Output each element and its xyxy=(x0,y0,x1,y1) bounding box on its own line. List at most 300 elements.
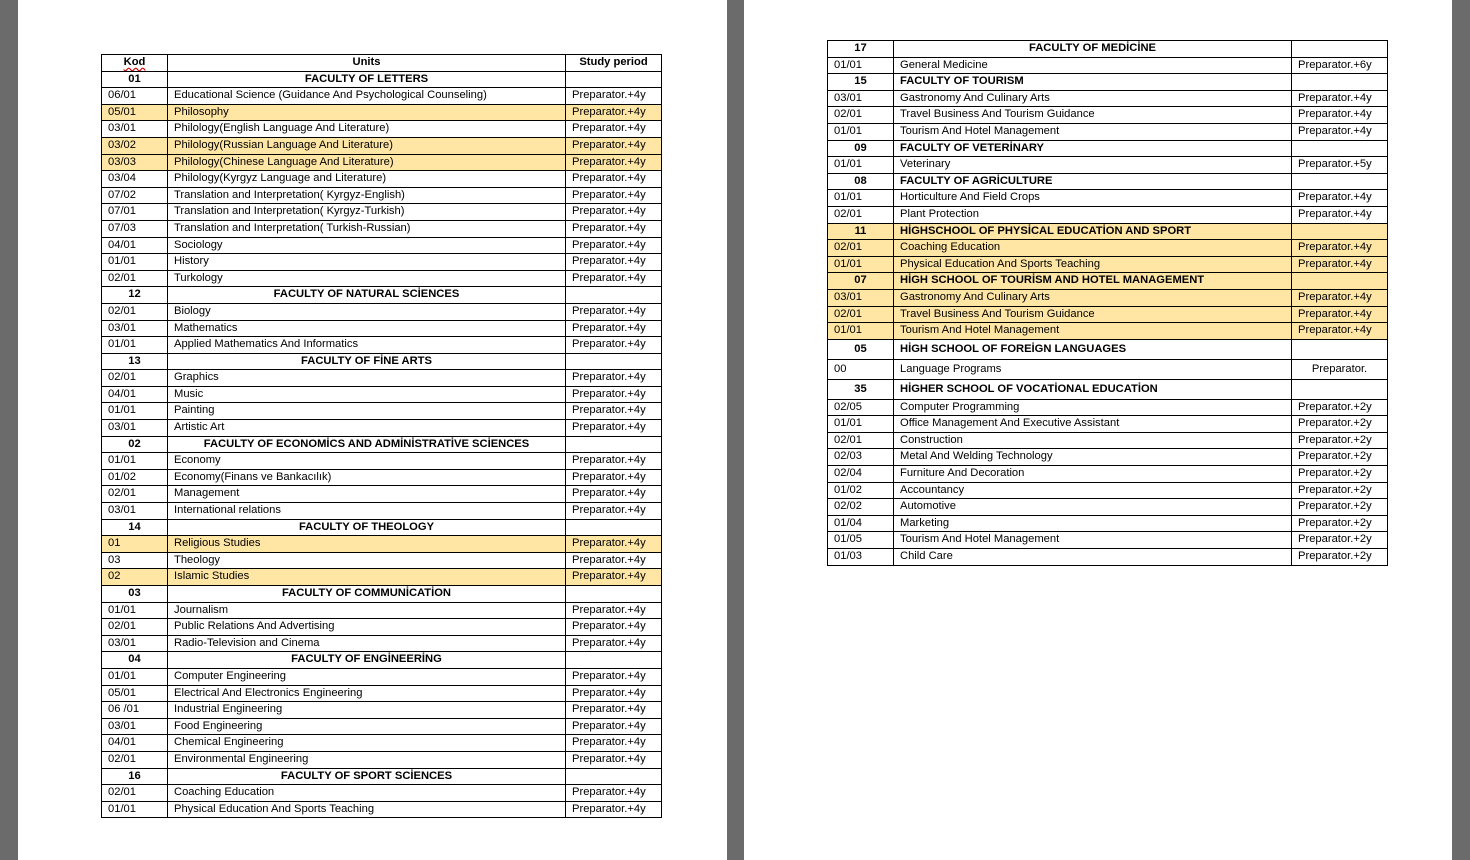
unit-name: Philology(Chinese Language And Literature) xyxy=(168,154,566,171)
unit-code: 02/02 xyxy=(828,499,894,516)
study-period: Preparator.+2y xyxy=(1292,482,1388,499)
unit-name: Economy(Finans ve Bankacılık) xyxy=(168,469,566,486)
table-row xyxy=(102,137,662,154)
faculty-period-empty xyxy=(1292,379,1388,399)
study-period: Preparator.+4y xyxy=(566,486,662,503)
unit-name: Language Programs xyxy=(894,359,1292,379)
unit-code: 02/01 xyxy=(102,270,168,287)
unit-code: 01/04 xyxy=(828,515,894,532)
study-period: Preparator.+6y xyxy=(1292,57,1388,74)
unit-name: Islamic Studies xyxy=(168,569,566,586)
unit-name: Marketing xyxy=(894,515,1292,532)
unit-code: 03/01 xyxy=(102,503,168,520)
table-row xyxy=(102,320,662,337)
study-period: Preparator.+4y xyxy=(1292,306,1388,323)
study-period: Preparator.+4y xyxy=(1292,90,1388,107)
study-period: Preparator.+4y xyxy=(566,635,662,652)
study-period: Preparator.+2y xyxy=(1292,532,1388,549)
table-row xyxy=(102,303,662,320)
table-row xyxy=(828,107,1388,124)
unit-name: History xyxy=(168,254,566,271)
unit-name: International relations xyxy=(168,503,566,520)
study-period: Preparator.+4y xyxy=(566,702,662,719)
faculty-code: 12 xyxy=(102,287,168,304)
unit-code: 02/01 xyxy=(828,240,894,257)
faculty-code: 17 xyxy=(828,41,894,58)
unit-code: 01/05 xyxy=(828,532,894,549)
table-row xyxy=(828,256,1388,273)
unit-name: Turkology xyxy=(168,270,566,287)
unit-name: Music xyxy=(168,386,566,403)
unit-name: Management xyxy=(168,486,566,503)
unit-name: Electrical And Electronics Engineering xyxy=(168,685,566,702)
study-period: Preparator.+4y xyxy=(566,270,662,287)
unit-code: 01/01 xyxy=(102,668,168,685)
table-row xyxy=(102,237,662,254)
study-period: Preparator.+2y xyxy=(1292,466,1388,483)
unit-code: 01/01 xyxy=(828,416,894,433)
table-row xyxy=(828,90,1388,107)
unit-name: Travel Business And Tourism Guidance xyxy=(894,306,1292,323)
unit-code: 04/01 xyxy=(102,237,168,254)
unit-name: Construction xyxy=(894,432,1292,449)
study-period: Preparator.+4y xyxy=(566,187,662,204)
unit-code: 02/01 xyxy=(828,206,894,223)
study-period: Preparator.+4y xyxy=(566,668,662,685)
unit-name: Office Management And Executive Assistant xyxy=(894,416,1292,433)
faculty-name: FACULTY OF TOURISM xyxy=(894,74,1292,91)
study-period: Preparator.+2y xyxy=(1292,449,1388,466)
faculty-row xyxy=(828,339,1388,359)
table-row xyxy=(102,254,662,271)
table-header-row xyxy=(102,55,662,72)
unit-name: Coaching Education xyxy=(894,240,1292,257)
faculty-name: HİGH SCHOOL OF FOREİGN LANGUAGES xyxy=(894,339,1292,359)
unit-code: 02/01 xyxy=(102,785,168,802)
table-row xyxy=(102,569,662,586)
unit-name: Automotive xyxy=(894,499,1292,516)
study-period: Preparator.+4y xyxy=(566,469,662,486)
unit-code: 01/01 xyxy=(828,123,894,140)
unit-name: Educational Science (Guidance And Psychological Counseling) xyxy=(168,88,566,105)
faculty-code: 01 xyxy=(102,71,168,88)
unit-code: 01/01 xyxy=(102,254,168,271)
faculty-code: 35 xyxy=(828,379,894,399)
unit-code: 07/01 xyxy=(102,204,168,221)
table-row xyxy=(102,801,662,818)
table-row xyxy=(828,515,1388,532)
unit-name: Child Care xyxy=(894,549,1292,566)
faculty-period-empty xyxy=(1292,140,1388,157)
unit-code: 01/01 xyxy=(102,801,168,818)
table-row xyxy=(828,432,1388,449)
unit-code: 03/03 xyxy=(102,154,168,171)
faculty-row xyxy=(102,353,662,370)
study-period: Preparator.+4y xyxy=(566,536,662,553)
unit-code: 03/01 xyxy=(102,420,168,437)
table-row xyxy=(102,751,662,768)
unit-name: Veterinary xyxy=(894,157,1292,174)
study-period: Preparator.+2y xyxy=(1292,432,1388,449)
study-period: Preparator.+4y xyxy=(566,154,662,171)
unit-code: 01/02 xyxy=(102,469,168,486)
document-page-2 xyxy=(744,0,1452,860)
table-row xyxy=(102,370,662,387)
faculty-name: FACULTY OF THEOLOGY xyxy=(168,519,566,536)
study-period: Preparator.+2y xyxy=(1292,416,1388,433)
study-period: Preparator.+4y xyxy=(566,137,662,154)
unit-name: Tourism And Hotel Management xyxy=(894,532,1292,549)
table-row xyxy=(828,157,1388,174)
table-row xyxy=(828,190,1388,207)
faculty-code: 02 xyxy=(102,436,168,453)
unit-name: Biology xyxy=(168,303,566,320)
faculty-period-empty xyxy=(566,586,662,603)
faculty-period-empty xyxy=(566,71,662,88)
study-period: Preparator.+4y xyxy=(1292,256,1388,273)
faculty-period-empty xyxy=(1292,41,1388,58)
unit-code: 03/01 xyxy=(828,289,894,306)
faculty-name: FACULTY OF SPORT SCİENCES xyxy=(168,768,566,785)
table-row xyxy=(102,785,662,802)
faculty-row xyxy=(828,74,1388,91)
faculty-name: FACULTY OF LETTERS xyxy=(168,71,566,88)
unit-code: 03 xyxy=(102,552,168,569)
faculty-code: 15 xyxy=(828,74,894,91)
faculty-code: 16 xyxy=(102,768,168,785)
faculty-period-empty xyxy=(1292,339,1388,359)
faculty-row xyxy=(102,519,662,536)
unit-name: General Medicine xyxy=(894,57,1292,74)
study-period: Preparator.+4y xyxy=(566,403,662,420)
study-period: Preparator.+4y xyxy=(566,88,662,105)
study-period: Preparator.+4y xyxy=(566,718,662,735)
study-period: Preparator.+4y xyxy=(566,220,662,237)
faculty-row xyxy=(102,71,662,88)
units-header: Units xyxy=(168,55,566,72)
study-period: Preparator.+4y xyxy=(566,785,662,802)
unit-name: Computer Engineering xyxy=(168,668,566,685)
unit-code: 02/01 xyxy=(102,751,168,768)
unit-code: 02/01 xyxy=(102,486,168,503)
table-row xyxy=(828,306,1388,323)
faculty-period-empty xyxy=(1292,173,1388,190)
table-row xyxy=(102,602,662,619)
unit-name: Mathematics xyxy=(168,320,566,337)
faculty-period-empty xyxy=(566,287,662,304)
study-period: Preparator.+4y xyxy=(1292,190,1388,207)
study-period: Preparator.+4y xyxy=(566,204,662,221)
unit-name: Computer Programming xyxy=(894,399,1292,416)
table-row xyxy=(102,104,662,121)
unit-code: 04/01 xyxy=(102,735,168,752)
table-row xyxy=(102,635,662,652)
study-period: Preparator.+4y xyxy=(566,735,662,752)
table-row xyxy=(828,57,1388,74)
faculty-name: FACULTY OF NATURAL SCİENCES xyxy=(168,287,566,304)
units-table-page-1 xyxy=(101,54,662,818)
unit-name: Physical Education And Sports Teaching xyxy=(894,256,1292,273)
faculty-code: 03 xyxy=(102,586,168,603)
unit-name: Horticulture And Field Crops xyxy=(894,190,1292,207)
faculty-row xyxy=(102,436,662,453)
faculty-name: FACULTY OF VETERİNARY xyxy=(894,140,1292,157)
unit-name: Philosophy xyxy=(168,104,566,121)
faculty-name: FACULTY OF AGRİCULTURE xyxy=(894,173,1292,190)
unit-name: Tourism And Hotel Management xyxy=(894,323,1292,340)
unit-name: Theology xyxy=(168,552,566,569)
table-row xyxy=(828,416,1388,433)
faculty-period-empty xyxy=(1292,273,1388,290)
unit-name: Philology(Kyrgyz Language and Literature) xyxy=(168,171,566,188)
faculty-name: FACULTY OF ENGİNEERİNG xyxy=(168,652,566,669)
table-row xyxy=(102,453,662,470)
unit-name: Philology(Russian Language And Literature) xyxy=(168,137,566,154)
table-row xyxy=(102,386,662,403)
table-row xyxy=(102,88,662,105)
unit-name: Artistic Art xyxy=(168,420,566,437)
unit-code: 03/01 xyxy=(102,320,168,337)
faculty-code: 07 xyxy=(828,273,894,290)
document-page-1 xyxy=(18,0,727,860)
study-period: Preparator.+4y xyxy=(1292,289,1388,306)
study-period: Preparator.+4y xyxy=(1292,123,1388,140)
unit-code: 05/01 xyxy=(102,104,168,121)
faculty-period-empty xyxy=(1292,74,1388,91)
table-row xyxy=(102,503,662,520)
table-row xyxy=(102,403,662,420)
faculty-code: 04 xyxy=(102,652,168,669)
unit-name: Tourism And Hotel Management xyxy=(894,123,1292,140)
unit-code: 01/01 xyxy=(828,57,894,74)
study-period: Preparator.+2y xyxy=(1292,499,1388,516)
unit-code: 07/03 xyxy=(102,220,168,237)
unit-name: Philology(English Language And Literature) xyxy=(168,121,566,138)
faculty-row xyxy=(828,379,1388,399)
study-period: Preparator.+4y xyxy=(566,569,662,586)
unit-code: 01/01 xyxy=(828,323,894,340)
study-period: Preparator.+4y xyxy=(566,171,662,188)
faculty-name: FACULTY OF MEDİCİNE xyxy=(894,41,1292,58)
unit-code: 00 xyxy=(828,359,894,379)
table-row xyxy=(102,337,662,354)
study-period: Preparator.+4y xyxy=(566,370,662,387)
study-period: Preparator.+5y xyxy=(1292,157,1388,174)
table-row xyxy=(102,536,662,553)
faculty-row xyxy=(828,173,1388,190)
table-row xyxy=(828,240,1388,257)
unit-name: Public Relations And Advertising xyxy=(168,619,566,636)
table-row xyxy=(828,532,1388,549)
unit-code: 02/01 xyxy=(828,107,894,124)
table-row xyxy=(102,469,662,486)
unit-code: 02/05 xyxy=(828,399,894,416)
study-period: Preparator.+4y xyxy=(566,104,662,121)
unit-code: 02/01 xyxy=(102,303,168,320)
unit-name: Gastronomy And Culinary Arts xyxy=(894,90,1292,107)
unit-name: Physical Education And Sports Teaching xyxy=(168,801,566,818)
table-row xyxy=(102,270,662,287)
faculty-row xyxy=(102,287,662,304)
unit-code: 01/01 xyxy=(828,256,894,273)
unit-name: Graphics xyxy=(168,370,566,387)
unit-code: 01/01 xyxy=(102,453,168,470)
table-row xyxy=(828,549,1388,566)
table-row xyxy=(102,204,662,221)
study-period: Preparator.+2y xyxy=(1292,515,1388,532)
table-row xyxy=(102,702,662,719)
faculty-name: FACULTY OF ECONOMİCS AND ADMİNİSTRATİVE SCİENCES xyxy=(168,436,566,453)
unit-name: Religious Studies xyxy=(168,536,566,553)
faculty-code: 13 xyxy=(102,353,168,370)
unit-code: 02/04 xyxy=(828,466,894,483)
table-row xyxy=(102,187,662,204)
unit-code: 05/01 xyxy=(102,685,168,702)
table-row xyxy=(102,735,662,752)
table-row xyxy=(102,121,662,138)
study-period: Preparator.+4y xyxy=(566,237,662,254)
unit-code: 01/01 xyxy=(828,190,894,207)
unit-name: Furniture And Decoration xyxy=(894,466,1292,483)
unit-code: 02/01 xyxy=(828,306,894,323)
unit-code: 03/01 xyxy=(102,121,168,138)
faculty-row xyxy=(828,223,1388,240)
table-row xyxy=(828,482,1388,499)
study-period: Preparator.+4y xyxy=(1292,240,1388,257)
study-period: Preparator.+4y xyxy=(566,801,662,818)
unit-name: Chemical Engineering xyxy=(168,735,566,752)
unit-code: 01/01 xyxy=(828,157,894,174)
table-row xyxy=(102,486,662,503)
faculty-code: 11 xyxy=(828,223,894,240)
faculty-row xyxy=(102,586,662,603)
faculty-period-empty xyxy=(566,353,662,370)
table-row xyxy=(828,289,1388,306)
study-period: Preparator.+4y xyxy=(566,320,662,337)
unit-code: 03/02 xyxy=(102,137,168,154)
table-row xyxy=(102,619,662,636)
faculty-row xyxy=(102,768,662,785)
study-period: Preparator.+4y xyxy=(566,685,662,702)
unit-name: Environmental Engineering xyxy=(168,751,566,768)
faculty-row xyxy=(828,41,1388,58)
unit-name: Coaching Education xyxy=(168,785,566,802)
faculty-period-empty xyxy=(1292,223,1388,240)
faculty-name: HİGHER SCHOOL OF VOCATİONAL EDUCATİON xyxy=(894,379,1292,399)
unit-code: 02/01 xyxy=(102,619,168,636)
units-table-page-2 xyxy=(827,40,1388,566)
faculty-row xyxy=(828,140,1388,157)
unit-code: 04/01 xyxy=(102,386,168,403)
table-row xyxy=(828,399,1388,416)
table-row xyxy=(828,466,1388,483)
study-period: Preparator.+4y xyxy=(1292,323,1388,340)
study-period: Preparator.+4y xyxy=(566,619,662,636)
unit-code: 01/01 xyxy=(102,602,168,619)
study-period-header: Study period xyxy=(566,55,662,72)
unit-code: 01/03 xyxy=(828,549,894,566)
study-period: Preparator.+4y xyxy=(566,453,662,470)
table-row xyxy=(102,552,662,569)
study-period: Preparator.+4y xyxy=(1292,107,1388,124)
table-row xyxy=(828,359,1388,379)
unit-code: 03/01 xyxy=(828,90,894,107)
table-row xyxy=(828,123,1388,140)
faculty-code: 14 xyxy=(102,519,168,536)
unit-name: Travel Business And Tourism Guidance xyxy=(894,107,1292,124)
table-row xyxy=(102,685,662,702)
unit-name: Translation and Interpretation( Kyrgyz-English) xyxy=(168,187,566,204)
unit-name: Accountancy xyxy=(894,482,1292,499)
kod-header: Kod xyxy=(102,55,168,72)
unit-code: 07/02 xyxy=(102,187,168,204)
study-period: Preparator.+4y xyxy=(566,420,662,437)
study-period: Preparator.+4y xyxy=(566,503,662,520)
unit-code: 03/01 xyxy=(102,635,168,652)
unit-code: 02/03 xyxy=(828,449,894,466)
study-period: Preparator.+4y xyxy=(566,121,662,138)
unit-name: Metal And Welding Technology xyxy=(894,449,1292,466)
unit-name: Painting xyxy=(168,403,566,420)
unit-code: 01 xyxy=(102,536,168,553)
unit-code: 02/01 xyxy=(102,370,168,387)
table-row xyxy=(102,220,662,237)
unit-code: 03/04 xyxy=(102,171,168,188)
study-period: Preparator.+4y xyxy=(566,337,662,354)
unit-code: 02 xyxy=(102,569,168,586)
faculty-period-empty xyxy=(566,519,662,536)
study-period: Preparator.+4y xyxy=(566,552,662,569)
faculty-code: 09 xyxy=(828,140,894,157)
faculty-name: HİGH SCHOOL OF TOURİSM AND HOTEL MANAGEMENT xyxy=(894,273,1292,290)
unit-name: Food Engineering xyxy=(168,718,566,735)
faculty-code: 05 xyxy=(828,339,894,359)
table-row xyxy=(102,420,662,437)
unit-name: Gastronomy And Culinary Arts xyxy=(894,289,1292,306)
table-row xyxy=(828,499,1388,516)
unit-code: 06 /01 xyxy=(102,702,168,719)
table-row xyxy=(102,171,662,188)
table-row xyxy=(102,718,662,735)
table-row xyxy=(828,449,1388,466)
unit-name: Translation and Interpretation( Kyrgyz-Turkish) xyxy=(168,204,566,221)
unit-code: 06/01 xyxy=(102,88,168,105)
unit-name: Economy xyxy=(168,453,566,470)
unit-code: 01/01 xyxy=(102,337,168,354)
study-period: Preparator.+2y xyxy=(1292,399,1388,416)
table-row xyxy=(828,323,1388,340)
study-period: Preparator.+4y xyxy=(566,303,662,320)
faculty-code: 08 xyxy=(828,173,894,190)
unit-code: 02/01 xyxy=(828,432,894,449)
faculty-name: FACULTY OF FİNE ARTS xyxy=(168,353,566,370)
unit-name: Plant Protection xyxy=(894,206,1292,223)
table-row xyxy=(102,154,662,171)
study-period: Preparator.+4y xyxy=(566,254,662,271)
study-period: Preparator.+4y xyxy=(1292,206,1388,223)
unit-name: Industrial Engineering xyxy=(168,702,566,719)
faculty-period-empty xyxy=(566,768,662,785)
faculty-row xyxy=(828,273,1388,290)
faculty-period-empty xyxy=(566,652,662,669)
faculty-name: HİGHSCHOOL OF PHYSİCAL EDUCATİON AND SPORT xyxy=(894,223,1292,240)
unit-code: 01/02 xyxy=(828,482,894,499)
faculty-period-empty xyxy=(566,436,662,453)
faculty-name: FACULTY OF COMMUNİCATİON xyxy=(168,586,566,603)
unit-name: Journalism xyxy=(168,602,566,619)
unit-name: Sociology xyxy=(168,237,566,254)
unit-code: 03/01 xyxy=(102,718,168,735)
